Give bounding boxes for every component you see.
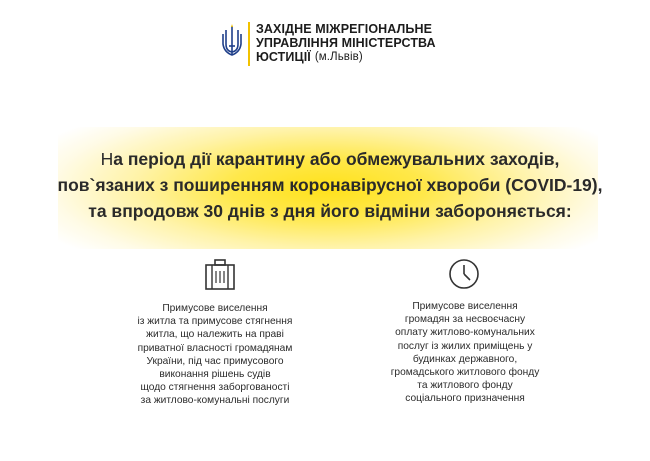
clock-icon bbox=[447, 257, 481, 291]
building-icon bbox=[203, 257, 237, 291]
header bbox=[222, 22, 436, 66]
column-right-text: Примусове виселення громадян за несвоєчасну оплату житлово-комунальних послуг із жилих приміщень у будинках державного, громадського житлового фонду та житлового фонду соціального призначення bbox=[390, 301, 540, 405]
trident-icon bbox=[222, 24, 242, 58]
org-city: (м.Львів) bbox=[314, 51, 363, 63]
org-line-3-text: ЮСТИЦІЇ bbox=[256, 50, 311, 64]
headline bbox=[50, 146, 610, 224]
header-divider bbox=[248, 22, 250, 66]
column-left-text: Примусове виселення із житла та примусове стягнення житла, що належить на праві приватної власності громадянам України, під час примусового виконання рішень судів щодо стягнення заборгованості за житлово-комунальні послуги bbox=[137, 303, 293, 407]
org-line-3 bbox=[256, 50, 436, 64]
org-line-2: УПРАВЛІННЯ МІНІСТЕРСТВА bbox=[256, 36, 436, 50]
headline-text: а період дії карантину або обмежувальних заходів, пов`язаних з поширенням коронавірусної хвороби (COVID-19), та впродовж 30 днів з дня його відміни забороняється: bbox=[57, 149, 603, 221]
org-line-1: ЗАХІДНЕ МІЖРЕГІОНАЛЬНЕ bbox=[256, 22, 433, 36]
headline-first-letter: Н bbox=[100, 149, 114, 169]
org-name bbox=[256, 22, 436, 64]
